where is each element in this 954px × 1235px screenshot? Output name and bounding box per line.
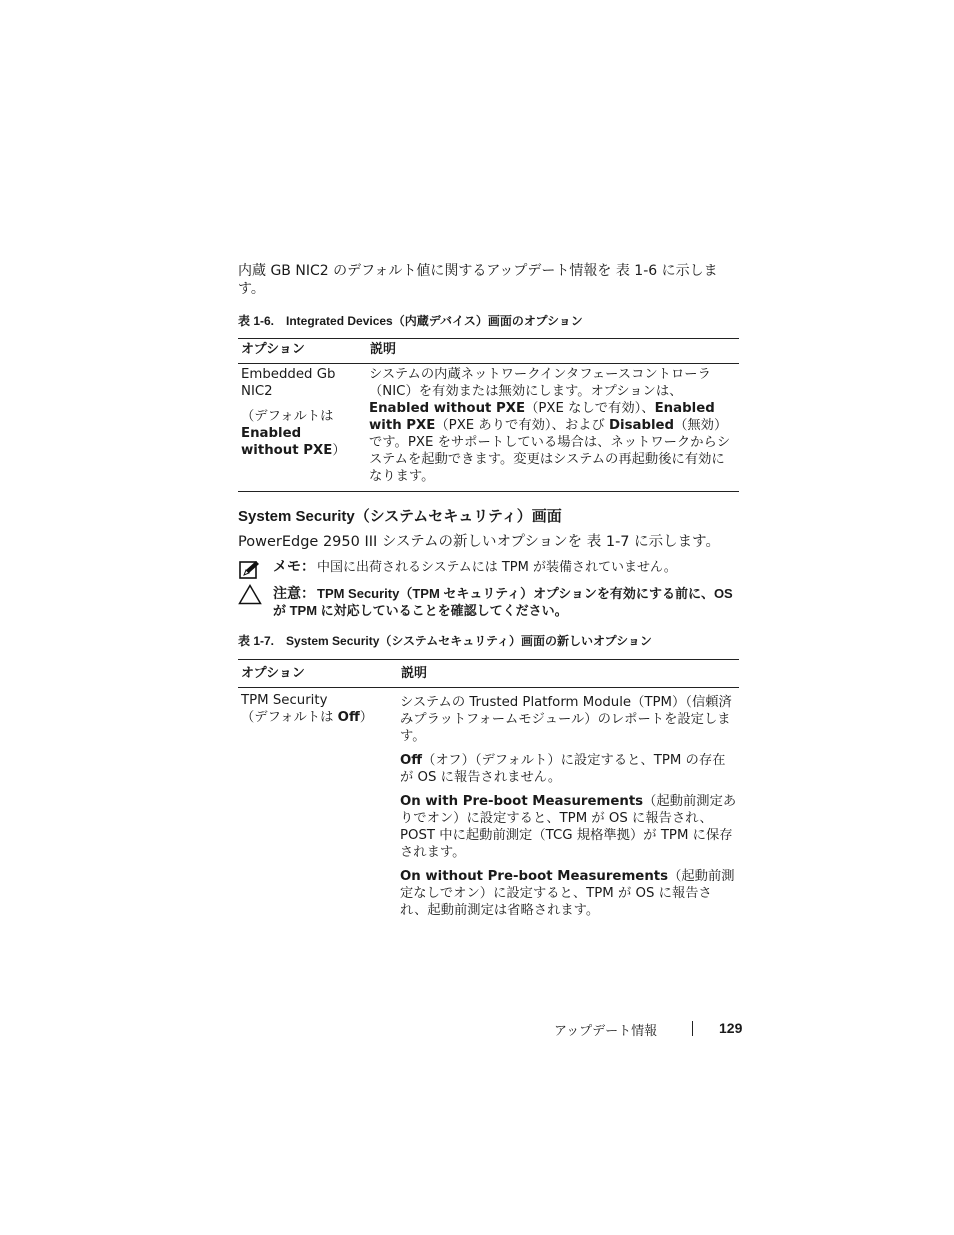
intro-paragraph: 内蔵 GB NIC2 のデフォルト値に関するアップデート情報を 表 1-6 に示します。 [238,263,718,297]
table1-option-name: Embedded Gb NIC2 [241,367,336,399]
table1-header-option: オプション [241,342,305,357]
caution-label: 注意： [273,585,315,601]
table2-header-description: 説明 [401,666,428,681]
table2-desc-p1: システムの Trusted Platform Module（TPM）（信頼済みプラットフォームモジュール）のレポートを設定します。 [400,695,732,744]
footer-chapter: アップデート情報 [554,1024,658,1039]
table1-caption [238,313,758,329]
table2-caption-text: System Security（システムセキュリティ）画面の新しいオプション [286,634,652,648]
table1-top-rule [238,338,739,339]
table2-caption [238,633,758,649]
note-text: 中国に出荷されるシステムには TPM が装備されていません。 [317,560,677,575]
table2-top-rule [238,659,739,660]
table2-option-cell [241,692,391,726]
table1-bottom-rule [238,491,739,492]
table2-option-name: TPM Security [241,693,328,708]
table1-option-default: （デフォルトは Enabled without PXE） [241,409,346,458]
table2-header-option: オプション [241,666,305,681]
table1-header-rule [238,363,739,364]
table2-desc-p4: On without Pre-boot Measurements（起動前測定なしでオン）に設定すると、TPM が OS に報告され、起動前測定は省略されます。 [400,869,735,918]
table2-desc-p3: On with Pre-boot Measurements（起動前測定ありでオン）に設定すると、TPM が OS に報告され、POST 中に起動前測定（TCG 規格準拠）が TPM に保存されます。 [400,794,737,860]
page-number: 129 [719,1020,743,1036]
table1-option-cell [241,366,353,459]
note-label: メモ： [273,559,315,575]
table2-description-cell [400,694,738,919]
table1-description-cell: システムの内蔵ネットワークインタフェースコントローラ（NIC）を有効または無効にします。オプションは、Enabled without PXE（PXE なしで有効）、Enabled with PXE（PXE ありで有効）、および Disabled（無効）です。PXE をサポートしている場合は、ネットワークからシステムを起動できます。変更はシステムの再起動後に有効になります。 [369,367,731,484]
section-body: PowerEdge 2950 III システムの新しいオプションを 表 1-7 に示します。 [238,534,720,550]
footer-divider [692,1021,693,1036]
note-pencil-icon [239,560,261,580]
caution-triangle-icon [238,584,262,605]
table1-caption-number: 表 1-6. [238,314,275,328]
caution-text: TPM Security（TPM セキュリティ）オプションを有効にする前に、OS が TPM に対応していることを確認してください。 [273,586,733,618]
section-title: System Security（システムセキュリティ）画面 [238,508,562,525]
table1-header-description: 説明 [370,342,397,357]
table2-option-default: （デフォルトは Off） [241,710,374,725]
table2-caption-number: 表 1-7. [238,634,275,648]
table2-header-rule [238,687,739,688]
caution [273,585,743,619]
table1-caption-text: Integrated Devices（内蔵デバイス）画面のオプション [286,314,583,328]
note [273,559,743,576]
table2-desc-p2: Off（オフ）（デフォルト）に設定すると、TPM の存在が OS に報告されません。 [400,753,726,785]
